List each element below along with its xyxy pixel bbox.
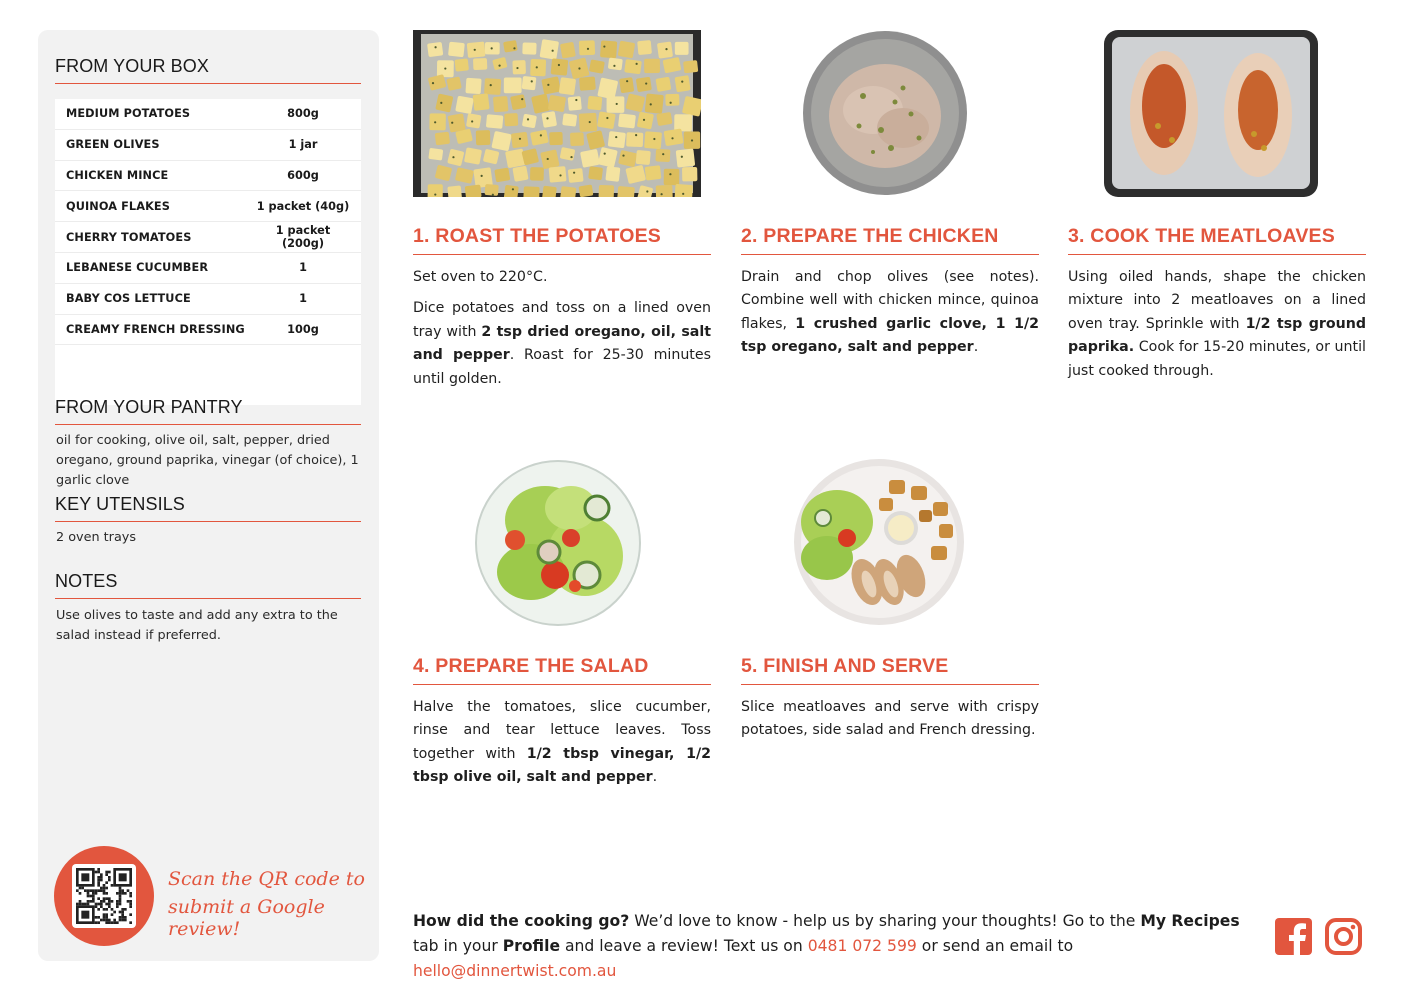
step-1-text [413, 266, 711, 399]
step-paragraph [741, 696, 1039, 743]
chicken-mixture-image [803, 30, 968, 197]
text-run: tab in your [413, 937, 503, 955]
box-ingredient-row [55, 315, 361, 346]
step-4-title: 4. PREPARE THE SALAD [413, 655, 711, 685]
emphasis-text: My Recipes [1140, 912, 1240, 930]
emphasis-text: 1/2 tbsp vinegar, 1/2 tbsp olive oil, salt and pepper [413, 745, 711, 786]
text-run: or send an email to [916, 937, 1074, 955]
ingredient-name: LEBANESE CUCUMBER [66, 261, 209, 275]
box-ingredient-row [55, 191, 361, 222]
ingredient-name: MEDIUM POTATOES [66, 107, 191, 121]
qr-code-badge[interactable] [54, 846, 154, 946]
step-paragraph [413, 297, 711, 391]
ingredient-quantity: 1 packet (200g) [275, 224, 331, 251]
step-2-text [741, 266, 1039, 368]
text-run: Using oiled hands, shape the chicken mixture into 2 meatloaves on a lined oven tray. Sprinkle with [1068, 269, 1366, 332]
emphasis-text: 1/2 tsp ground paprika. [1068, 315, 1366, 356]
ingredient-quantity: 1 [299, 292, 307, 306]
ingredient-name: CREAMY FRENCH DRESSING [66, 322, 245, 336]
text-run: . Roast for 25-30 minutes until golden. [413, 347, 711, 387]
box-ingredients-table [55, 99, 361, 405]
contact-link[interactable]: hello@dinnertwist.com.au [413, 962, 617, 980]
notes-heading: NOTES [55, 571, 361, 599]
ingredient-name: QUINOA FLAKES [66, 199, 170, 213]
review-footer-text [413, 909, 1263, 984]
text-run: . [973, 339, 979, 356]
step-paragraph [1068, 266, 1366, 383]
box-ingredient-row [55, 284, 361, 315]
ingredient-name: CHICKEN MINCE [66, 168, 169, 182]
emphasis-text: 2 tsp dried oregano, oil, salt and pepper [413, 323, 711, 364]
ingredient-quantity: 600g [287, 168, 319, 182]
emphasis-text: 1 crushed garlic clove, 1 1/2 tsp oregano, salt and pepper [741, 315, 1040, 356]
box-ingredient-row [55, 161, 361, 192]
emphasis-text: Profile [502, 937, 561, 955]
key-utensils-heading: KEY UTENSILS [55, 494, 361, 522]
step-3-text [1068, 266, 1366, 391]
step-5-text [741, 696, 1039, 751]
ingredient-name: BABY COS LETTUCE [66, 292, 191, 306]
ingredient-name: GREEN OLIVES [66, 138, 160, 152]
text-run: Halve the tomatoes, slice cucumber, rinse and tear lettuce leaves. Toss together with [413, 699, 711, 762]
contact-link[interactable]: 0481 072 599 [807, 937, 917, 955]
text-run: Slice meatloaves and serve with crispy potatoes, side salad and French dressing. [741, 699, 1039, 739]
text-run: and leave a review! Text us on [560, 937, 808, 955]
qr-caption-line1: Scan the QR code to [168, 868, 365, 890]
ingredients-sidebar [38, 30, 379, 961]
box-ingredient-row [55, 130, 361, 161]
roasted-potatoes-image [413, 30, 701, 197]
utensils-text: 2 oven trays [56, 530, 137, 545]
step-1-title: 1. ROAST THE POTATOES [413, 225, 711, 255]
text-run: Set oven to 220°C. [413, 269, 548, 285]
text-run: Cook for 15-20 minutes, or until just cooked through. [1068, 339, 1366, 379]
ingredient-name: CHERRY TOMATOES [66, 230, 192, 244]
facebook-icon[interactable] [1275, 918, 1312, 955]
meatloaves-image [1104, 30, 1318, 197]
served-plate-image [793, 458, 966, 626]
text-run: Dice potatoes and toss on a lined oven tray with [413, 300, 711, 340]
text-run: We’d love to know - help us by sharing your thoughts! Go to the [629, 912, 1141, 930]
step-paragraph [413, 266, 711, 289]
text-run: Drain and chop olives (see notes). Combine well with chicken mince, quinoa flakes, [741, 269, 1039, 332]
ingredient-quantity: 1 [299, 261, 307, 275]
from-your-box-heading: FROM YOUR BOX [55, 56, 361, 84]
instagram-icon[interactable] [1325, 918, 1362, 955]
notes-text: Use olives to taste and add any extra to the salad instead if preferred. [56, 608, 338, 643]
ingredient-quantity: 100g [287, 322, 319, 336]
ingredient-quantity: 1 jar [288, 138, 318, 152]
ingredient-quantity: 1 packet (40g) [256, 199, 350, 213]
emphasis-text: How did the cooking go? [413, 912, 630, 930]
salad-bowl-image [475, 460, 641, 626]
step-2-title: 2. PREPARE THE CHICKEN [741, 225, 1039, 255]
step-5-title: 5. FINISH AND SERVE [741, 655, 1039, 685]
step-paragraph [413, 696, 711, 790]
qr-caption-line2: submit a Google review! [168, 896, 325, 940]
text-run: . [652, 769, 658, 786]
pantry-text: oil for cooking, olive oil, salt, pepper, dried oregano, ground paprika, vinegar (of choice), 1 garlic clove [56, 433, 359, 488]
box-ingredient-row [55, 253, 361, 284]
qr-code-icon [72, 864, 136, 928]
from-your-pantry-heading: FROM YOUR PANTRY [55, 397, 361, 425]
step-paragraph [741, 266, 1039, 360]
box-ingredient-row [55, 222, 361, 253]
ingredient-quantity: 800g [287, 107, 319, 121]
box-ingredient-row [55, 99, 361, 130]
step-3-title: 3. COOK THE MEATLOAVES [1068, 225, 1366, 255]
step-4-text [413, 696, 711, 798]
